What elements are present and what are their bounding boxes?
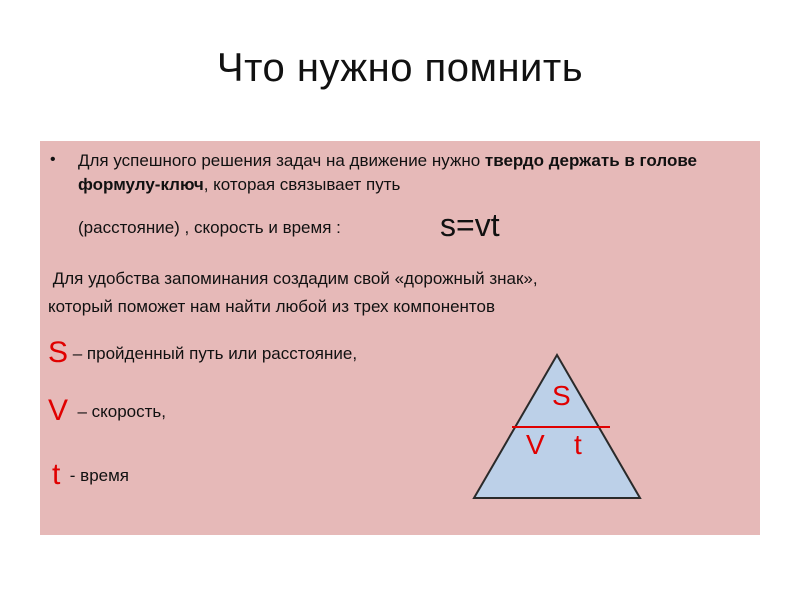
- symbol-v: V: [48, 394, 69, 427]
- bullet-bold-text: твердо держать в голове формулу-ключ: [78, 151, 698, 194]
- definition-speed: [48, 394, 166, 428]
- bullet-text-part1: Для успешного решения задач на движение нужно: [78, 151, 485, 170]
- triangle-label-t: t: [574, 429, 582, 460]
- symbol-t: t: [52, 458, 61, 491]
- paragraph: [48, 265, 748, 321]
- slide-title: Что нужно помнить: [216, 46, 584, 90]
- triangle-label-s: S: [552, 380, 571, 411]
- bullet-text: [78, 149, 718, 197]
- bullet-text-part2: , которая связывает путь: [203, 175, 401, 194]
- paragraph-line2: который поможет нам найти любой из трех компонентов: [48, 297, 496, 316]
- definition-distance-text: – пройденный путь или расстояние,: [68, 344, 358, 363]
- symbol-s: S: [48, 336, 69, 369]
- bullet-marker: •: [50, 151, 56, 168]
- definition-time: [52, 458, 129, 492]
- road-sign-triangle: [470, 352, 645, 502]
- definition-time-text: - время: [60, 466, 130, 485]
- definition-speed-text: – скорость,: [68, 402, 166, 421]
- paragraph-line1: Для удобства запоминания создадим свой «дорожный знак»,: [48, 269, 538, 288]
- triangle-label-v: V: [526, 429, 545, 460]
- definition-distance: [48, 336, 357, 370]
- formula: s=vt: [440, 207, 500, 243]
- bullet-line3: (расстояние) , скорость и время :: [78, 218, 341, 237]
